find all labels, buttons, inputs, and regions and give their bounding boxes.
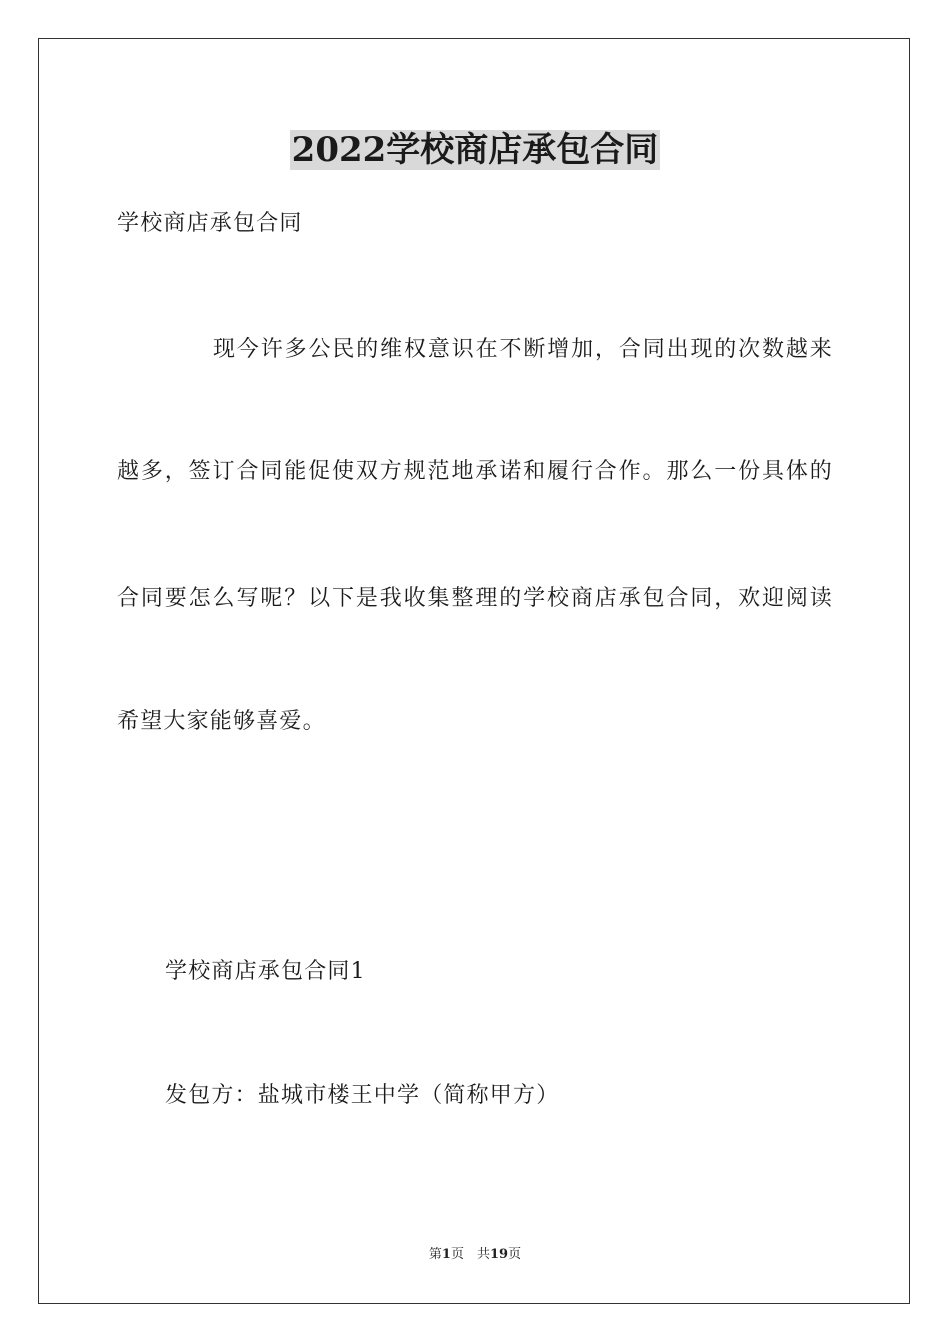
document-subtitle: 学校商店承包合同 xyxy=(117,211,303,236)
section-heading: 学校商店承包合同1 xyxy=(165,959,366,984)
intro-line-4: 希望大家能够喜爱。 xyxy=(117,709,326,734)
footer-page-prefix: 第 xyxy=(428,1247,442,1262)
page-footer xyxy=(0,1246,950,1264)
footer-page-suffix: 页 xyxy=(508,1247,522,1262)
footer-page-total: 19 xyxy=(489,1247,509,1262)
intro-line-1: 现今许多公民的维权意识在不断增加，合同出现的次数越来 xyxy=(213,337,833,362)
document-title-text: 2022学校商店承包合同 xyxy=(291,130,659,170)
intro-line-2: 越多，签订合同能促使双方规范地承诺和履行合作。那么一份具体的 xyxy=(117,459,833,484)
intro-line-3: 合同要怎么写呢？以下是我收集整理的学校商店承包合同，欢迎阅读 xyxy=(117,586,833,611)
document-title xyxy=(0,126,950,174)
footer-page-current: 1 xyxy=(441,1247,451,1262)
party-a-line: 发包方：盐城市楼王中学（简称甲方） xyxy=(165,1083,560,1108)
footer-page-mid: 页 共 xyxy=(450,1247,490,1262)
